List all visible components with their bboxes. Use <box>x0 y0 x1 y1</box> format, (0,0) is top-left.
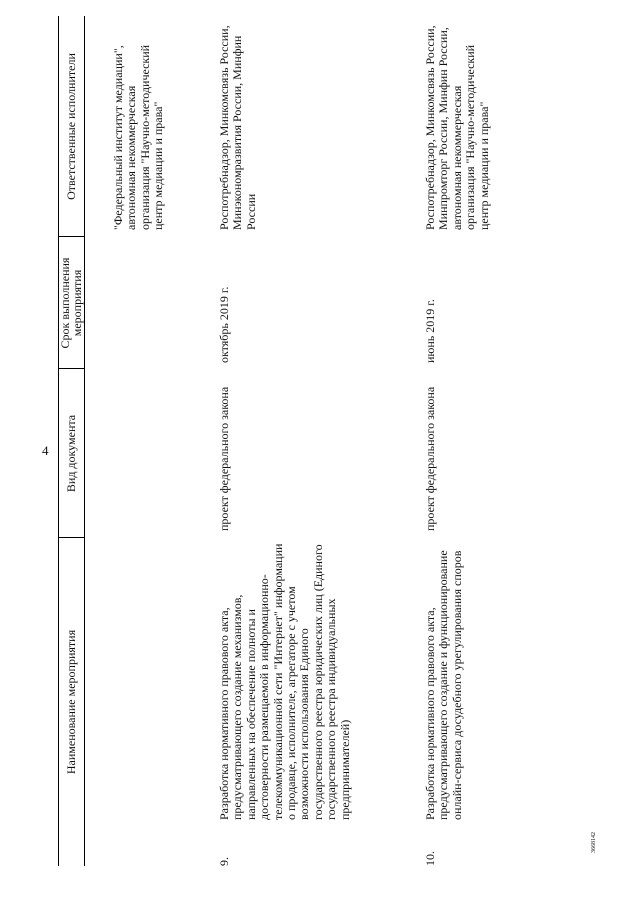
rotated-table <box>58 16 608 866</box>
header-deadline: Срок выполнения мероприятия <box>58 257 84 349</box>
header-bottom-rule <box>84 16 85 866</box>
row-9-responsible: Роспотребнадзор, Минкомсвязь России, Минэкономразвития России, Минфин России <box>217 25 258 230</box>
row-10-responsible: Роспотребнадзор, Минкомсвязь России, Минпромторг России, Минфин России, автономная некоммерческая организация "Научно-методический центр медиации и права" <box>423 25 491 230</box>
row-9-number: 9. <box>217 857 231 866</box>
page-number: 4 <box>42 443 49 458</box>
document-code: 3668142 <box>591 832 597 853</box>
continuation-responsible: "Федеральный институт медиации", автономная некоммерческая организация "Научно-методический центр медиации и права" <box>111 44 166 230</box>
row-9-doc-type: проект федерального закона <box>217 386 231 531</box>
header-responsible: Ответственные исполнители <box>64 53 78 200</box>
row-10-number: 10. <box>423 851 437 866</box>
header-doc-type: Вид документа <box>64 414 78 493</box>
row-9-name: Разработка нормативного правового акта, предусматривающего создание механизмов, направленных на обеспечение полноты и достоверности размещаемой в информационно-телекоммуникационной сети "Интернет" информации о продавце, исполнителе, агрегаторе с учетом возможности использования Единого государственного реестра юридических лиц (Единого государственного реестра индивидуальных предпринимателей) <box>217 543 352 820</box>
row-10-doc-type: проект федерального закона <box>423 386 437 531</box>
row-9-deadline: октябрь 2019 г. <box>217 286 231 363</box>
header-name: Наименование мероприятия <box>64 629 78 775</box>
row-10-deadline: июнь 2019 г. <box>423 299 437 363</box>
row-10-name: Разработка нормативного правового акта, предусматривающего создание и функционирование онлайн-сервиса досудебного урегулирования споров <box>423 550 464 820</box>
